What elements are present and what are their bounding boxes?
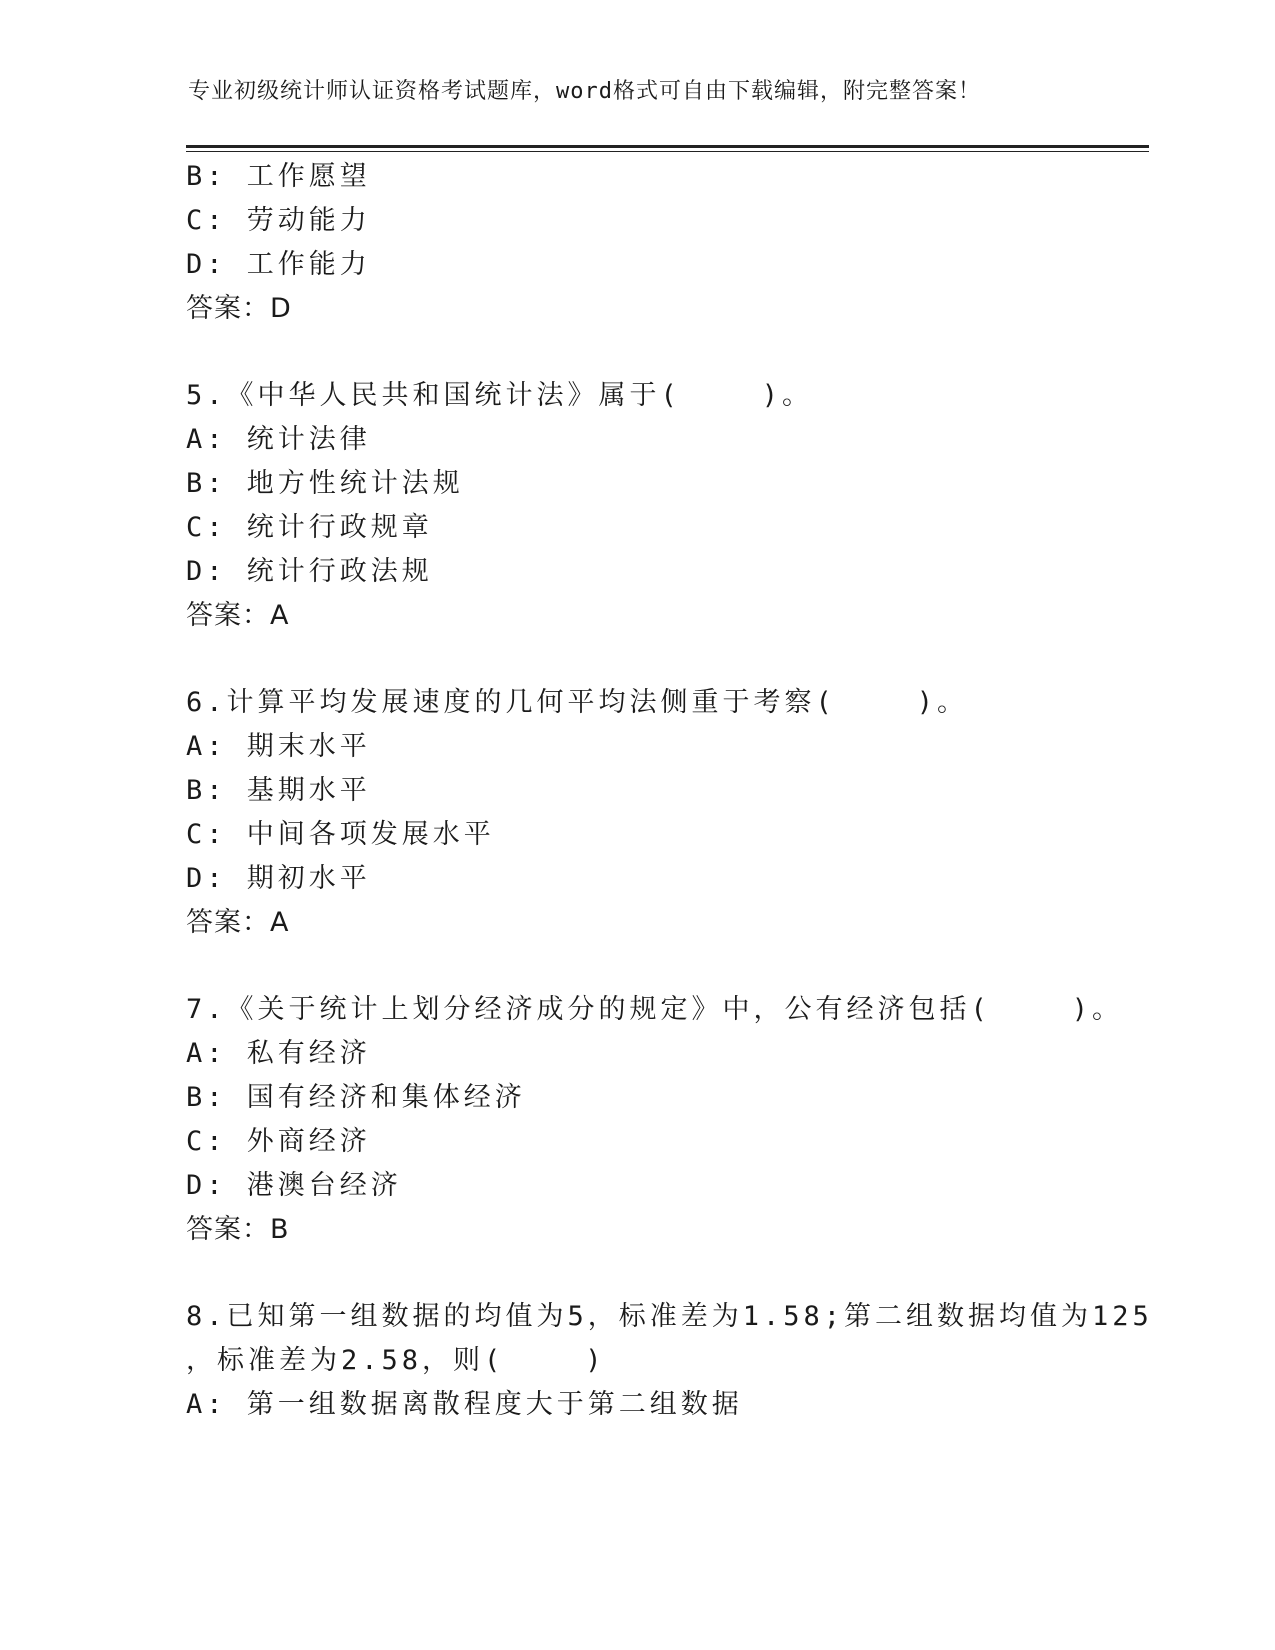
q6-question: 6.计算平均发展速度的几何平均法侧重于考察( )。 — [186, 687, 969, 718]
header-rule-thick — [186, 145, 1149, 148]
q8-question-line1: 8.已知第一组数据的均值为5，标准差为1.58;第二组数据均值为125 — [186, 1301, 1153, 1332]
q4-option-b: B: 工作愿望 — [186, 161, 371, 192]
q5-option-b: B: 地方性统计法规 — [186, 468, 464, 499]
header-rule-thin — [186, 151, 1149, 152]
q6-option-a: A: 期末水平 — [186, 731, 371, 762]
q5-question: 5.《中华人民共和国统计法》属于( )。 — [186, 380, 814, 411]
q7-option-c: C: 外商经济 — [186, 1126, 371, 1157]
q7-answer: 答案：B — [186, 1214, 290, 1245]
page-header: 专业初级统计师认证资格考试题库，word格式可自由下载编辑，附完整答案！ — [188, 79, 981, 104]
q4-option-d: D: 工作能力 — [186, 249, 371, 280]
q5-option-c: C: 统计行政规章 — [186, 512, 433, 543]
q6-option-d: D: 期初水平 — [186, 863, 371, 894]
q4-option-c: C: 劳动能力 — [186, 205, 371, 236]
q7-option-b: B: 国有经济和集体经济 — [186, 1082, 526, 1113]
q4-answer: 答案：D — [186, 293, 292, 324]
q5-option-a: A: 统计法律 — [186, 424, 371, 455]
q8-option-a: A: 第一组数据离散程度大于第二组数据 — [186, 1389, 743, 1420]
q7-option-d: D: 港澳台经济 — [186, 1170, 402, 1201]
q6-answer: 答案：A — [186, 907, 290, 938]
q6-option-b: B: 基期水平 — [186, 775, 371, 806]
q7-question: 7.《关于统计上划分经济成分的规定》中，公有经济包括( )。 — [186, 994, 1124, 1025]
q6-option-c: C: 中间各项发展水平 — [186, 819, 495, 850]
q5-option-d: D: 统计行政法规 — [186, 556, 433, 587]
q7-option-a: A: 私有经济 — [186, 1038, 371, 1069]
q5-answer: 答案：A — [186, 600, 290, 631]
q8-question-line2: ，标准差为2.58，则( ) — [186, 1345, 606, 1376]
